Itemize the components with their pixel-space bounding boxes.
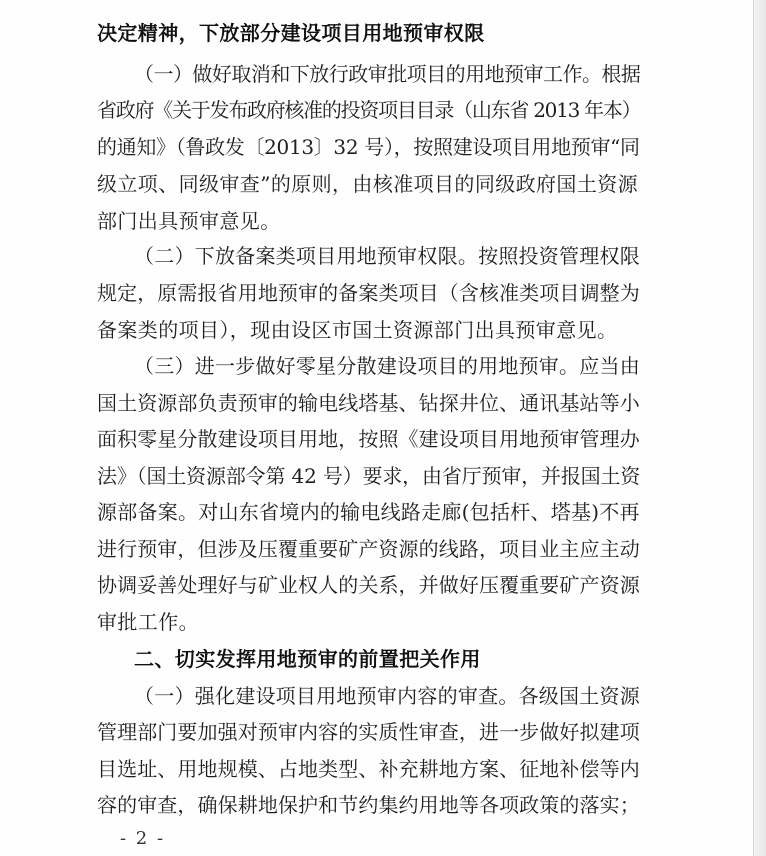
paragraph-line: 进行预审，但涉及压覆重要矿产资源的线路，项目业主应主动 — [97, 537, 640, 561]
paragraph-line: 级立项、同级审查”的原则，由核准项目的同级政府国土资源 — [97, 172, 639, 196]
page-number: - 2 - — [120, 828, 166, 849]
paragraph-line: 的通知》（鲁政发〔2013〕32 号），按照建设项目用地预审“同 — [97, 135, 640, 159]
paragraph-line: 国土资源部负责预审的输电线塔基、钻探井位、通讯基站等小 — [97, 391, 640, 415]
paragraph-line: 源部备案。对山东省境内的输电线路走廊(包括杆、塔基)不再 — [97, 500, 640, 524]
paragraph-line: 管理部门要加强对预审内容的实质性审查，进一步做好拟建项 — [97, 720, 640, 744]
paragraph-line: 规定，原需报省用地预审的备案类项目（含核准类项目调整为 — [97, 281, 640, 305]
paragraph-line: （一）做好取消和下放行政审批项目的用地预审工作。根据 — [134, 62, 641, 86]
page-edge — [753, 0, 766, 856]
paragraph-line: （三）进一步做好零星分散建设项目的用地预审。应当由 — [134, 354, 640, 378]
paragraph-line: 协调妥善处理好与矿业权人的关系，并做好压覆重要矿产资源 — [97, 573, 640, 597]
paragraph-line: （二）下放备案类项目用地预审权限。按照投资管理权限 — [134, 244, 640, 268]
paragraph-line: 容的审查，确保耕地保护和节约集约用地等各项政策的落实； — [97, 793, 640, 817]
paragraph-line: 部门出具预审意见。 — [97, 209, 281, 233]
paragraph-line: 备案类的项目），现由设区市国土资源部门出具预审意见。 — [97, 318, 618, 342]
paragraph-line: （一）强化建设项目用地预审内容的审查。各级国土资源 — [134, 684, 640, 708]
section-heading: 决定精神，下放部分建设项目用地预审权限 — [97, 21, 485, 45]
paragraph-line: 目选址、用地规模、占地类型、补充耕地方案、征地补偿等内 — [97, 757, 640, 781]
section-heading: 二、切实发挥用地预审的前置把关作用 — [134, 647, 481, 671]
paragraph-line: 法》（国土资源部令第 42 号）要求，由省厅预审，并报国土资 — [97, 464, 641, 488]
paragraph-line: 审批工作。 — [97, 610, 199, 634]
paragraph-line: 省政府《关于发布政府核准的投资项目目录（山东省 2013 年本） — [97, 98, 641, 122]
paragraph-line: 面积零星分散建设项目用地，按照《建设项目用地预审管理办 — [97, 427, 640, 451]
